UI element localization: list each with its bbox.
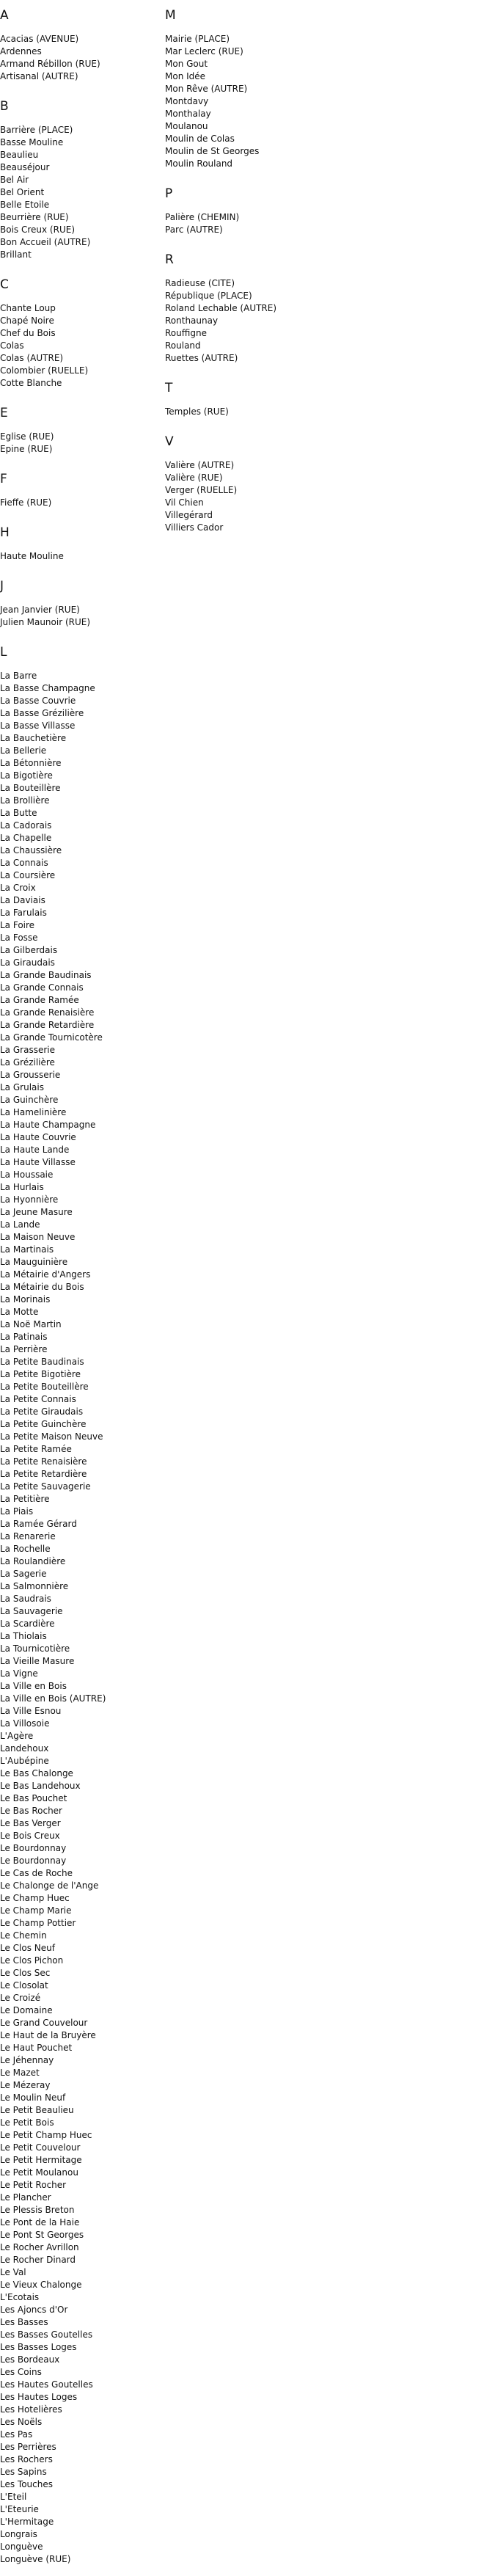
street-link[interactable]: L'Agère	[0, 1731, 34, 1741]
street-link[interactable]: Beaulieu	[0, 150, 39, 160]
street-link[interactable]: La Bigotière	[0, 770, 53, 781]
street-link[interactable]: La Haute Couvrie	[0, 1132, 76, 1142]
letter-heading: T	[165, 381, 173, 395]
street-link[interactable]: La Basse Grézilière	[0, 708, 84, 718]
street-link[interactable]: Colas	[0, 340, 24, 351]
street-link[interactable]: Les Coins	[0, 2367, 42, 2377]
street-link[interactable]: La Cadorais	[0, 820, 52, 831]
street-link[interactable]: Le Domaine	[0, 2005, 53, 2015]
street-link[interactable]: Julien Maunoir (RUE)	[0, 617, 91, 627]
street-link[interactable]: Le Bas Pouchet	[0, 1793, 67, 1803]
street-link[interactable]: L'Ecotais	[0, 2292, 40, 2302]
street-link[interactable]: Le Jéhennay	[0, 2055, 54, 2065]
letter-heading: A	[0, 8, 9, 23]
street-link[interactable]: La Chapelle	[0, 833, 52, 843]
street-link[interactable]: Le Clos Sec	[0, 1968, 51, 1978]
street-link[interactable]: Le Bas Rocher	[0, 1806, 62, 1816]
letter-heading: M	[165, 8, 176, 23]
street-link[interactable]: La Ville en Bois	[0, 1681, 67, 1691]
street-link[interactable]: Les Rochers	[0, 2454, 53, 2464]
street-link[interactable]: La Petite Renaisière	[0, 1456, 87, 1467]
street-link[interactable]: La Haute Villasse	[0, 1157, 76, 1167]
street-link[interactable]: Colombier (RUELLE)	[0, 365, 89, 376]
letter-heading: B	[0, 99, 9, 114]
street-link[interactable]: La Hurlais	[0, 1182, 44, 1192]
street-index-left-column	[0, 0, 147, 2566]
street-link[interactable]: La Farulais	[0, 908, 47, 918]
street-link[interactable]: La Petite Guinchère	[0, 1419, 87, 1429]
street-link[interactable]: Le Pont de la Haie	[0, 2217, 80, 2227]
street-link[interactable]: Mar Leclerc (RUE)	[165, 46, 243, 56]
street-link[interactable]: La Haute Lande	[0, 1145, 70, 1155]
street-link[interactable]: Ronthaunay	[165, 315, 219, 326]
letter-heading: R	[165, 252, 174, 267]
street-link[interactable]: La Basse Champagne	[0, 683, 95, 693]
street-link[interactable]: Le Petit Couvelour	[0, 2142, 81, 2153]
street-link[interactable]: La Petite Connais	[0, 1394, 76, 1404]
street-link[interactable]: La Daviais	[0, 895, 45, 905]
street-link[interactable]: Artisanal (AUTRE)	[0, 71, 78, 81]
street-link[interactable]: Moulanou	[165, 121, 208, 131]
street-link[interactable]: L'Eteurie	[0, 2504, 39, 2514]
street-link[interactable]: L'Hermitage	[0, 2517, 54, 2527]
street-list	[0, 604, 147, 629]
street-link[interactable]: Le Rocher Avrillon	[0, 2242, 79, 2252]
street-link[interactable]: Vil Chien	[165, 497, 204, 508]
street-link[interactable]: La Butte	[0, 808, 37, 818]
letter-group-b	[0, 99, 147, 261]
street-link[interactable]: La Grulais	[0, 1082, 44, 1092]
street-link[interactable]: Chapé Noire	[0, 315, 54, 326]
street-link[interactable]: Les Bordeaux	[0, 2354, 60, 2365]
street-link[interactable]: La Connais	[0, 858, 48, 868]
street-link[interactable]: La Croix	[0, 883, 36, 893]
street-link[interactable]: Les Hotelières	[0, 2404, 62, 2415]
street-link[interactable]: Longuève	[0, 2542, 43, 2552]
street-link[interactable]: Le Champ Huec	[0, 1893, 70, 1903]
street-link[interactable]: La Haute Champagne	[0, 1120, 96, 1130]
letter-heading: V	[165, 434, 174, 449]
street-link[interactable]: Monthalay	[165, 109, 211, 119]
street-link[interactable]: La Basse Villasse	[0, 720, 76, 731]
street-link[interactable]: Le Bas Verger	[0, 1818, 61, 1828]
street-link[interactable]: La Grande Connais	[0, 982, 84, 993]
street-link[interactable]: La Petite Bigotière	[0, 1369, 81, 1379]
street-link[interactable]: La Grézilière	[0, 1057, 55, 1068]
street-link[interactable]: Haute Mouline	[0, 551, 64, 561]
street-link[interactable]: Le Bourdonnay	[0, 1856, 67, 1866]
street-link[interactable]: Verger (RUELLE)	[165, 485, 238, 495]
street-link[interactable]: Bel Air	[0, 175, 29, 185]
street-link[interactable]: Cotte Blanche	[0, 378, 62, 388]
street-link[interactable]: Belle Etoile	[0, 200, 50, 210]
street-link[interactable]: Le Bas Chalonge	[0, 1768, 73, 1778]
street-link[interactable]: Bon Accueil (AUTRE)	[0, 237, 91, 247]
street-link[interactable]: Bel Orient	[0, 187, 45, 197]
street-link[interactable]: Le Grand Couvelour	[0, 2018, 88, 2028]
street-link[interactable]: Le Petit Beaulieu	[0, 2105, 74, 2115]
street-link[interactable]: Les Hautes Goutelles	[0, 2379, 93, 2390]
street-link[interactable]: Le Croizé	[0, 1993, 41, 2003]
street-link[interactable]: La Grasserie	[0, 1045, 55, 1055]
street-link[interactable]: Chante Loup	[0, 303, 56, 313]
street-link[interactable]: La Ville en Bois (AUTRE)	[0, 1693, 106, 1704]
street-link[interactable]: Rouland	[165, 340, 201, 351]
street-link[interactable]: Fieffe (RUE)	[0, 497, 52, 508]
street-link[interactable]: La Martinais	[0, 1244, 54, 1255]
street-link[interactable]: La Bétonnière	[0, 758, 62, 768]
street-link[interactable]: La Roulandière	[0, 1556, 66, 1566]
street-link[interactable]: La Petite Maison Neuve	[0, 1431, 103, 1442]
street-link[interactable]: Villegérard	[165, 510, 213, 520]
street-list	[165, 277, 341, 365]
street-link[interactable]: La Métairie d'Angers	[0, 1269, 91, 1280]
street-link[interactable]: Mon Rêve (AUTRE)	[165, 84, 248, 94]
street-link[interactable]: Les Pas	[0, 2429, 33, 2440]
street-link[interactable]: La Mauguinière	[0, 1257, 68, 1267]
street-link[interactable]: Mairie (PLACE)	[165, 34, 230, 44]
street-link[interactable]: Le Bourdonnay	[0, 1843, 67, 1853]
street-link[interactable]: Le Clos Neuf	[0, 1943, 55, 1953]
street-link[interactable]: Valière (AUTRE)	[165, 460, 235, 470]
street-link[interactable]: La Guinchère	[0, 1095, 59, 1105]
street-link[interactable]: Le Closolat	[0, 1980, 48, 1991]
street-link[interactable]: La Bellerie	[0, 745, 47, 756]
letter-group-v	[165, 434, 341, 534]
street-link[interactable]: Acacias (AVENUE)	[0, 34, 79, 44]
street-list	[0, 670, 147, 2566]
letter-heading: E	[0, 406, 8, 420]
street-link[interactable]: Le Champ Marie	[0, 1905, 72, 1916]
letter-heading: C	[0, 277, 9, 292]
letter-heading: H	[0, 525, 10, 540]
street-link[interactable]: Temples (RUE)	[165, 406, 229, 417]
street-link[interactable]: Mon Idée	[165, 71, 206, 81]
street-link[interactable]: Mon Gout	[165, 59, 208, 69]
street-link[interactable]: Le Petit Rocher	[0, 2180, 67, 2190]
street-link[interactable]: Le Bas Landehoux	[0, 1781, 81, 1791]
street-link[interactable]: La Perrière	[0, 1344, 48, 1354]
letter-group-l	[0, 645, 147, 2566]
street-link[interactable]: Beauséjour	[0, 162, 50, 172]
street-link[interactable]: Le Plessis Breton	[0, 2205, 75, 2215]
street-link[interactable]: La Petite Sauvagerie	[0, 1481, 91, 1492]
street-link[interactable]: La Rochelle	[0, 1544, 51, 1554]
street-link[interactable]: Longrais	[0, 2529, 37, 2539]
street-link[interactable]: La Motte	[0, 1307, 39, 1317]
street-link[interactable]: Le Rocher Dinard	[0, 2255, 76, 2265]
street-link[interactable]: Le Pont St Georges	[0, 2230, 84, 2240]
street-list	[165, 211, 341, 236]
street-link[interactable]: La Thiolais	[0, 1631, 47, 1641]
street-link[interactable]: La Houssaie	[0, 1170, 54, 1180]
street-link[interactable]: La Noë Martin	[0, 1319, 62, 1329]
street-link[interactable]: La Hyonnière	[0, 1194, 59, 1205]
street-list	[0, 550, 147, 563]
street-link[interactable]: Bois Creux (RUE)	[0, 225, 75, 235]
street-link[interactable]: La Morinais	[0, 1294, 51, 1305]
street-link[interactable]: Parc (AUTRE)	[165, 225, 223, 235]
street-link[interactable]: Brillant	[0, 249, 32, 260]
street-link[interactable]: La Ville Esnou	[0, 1706, 62, 1716]
street-link[interactable]: Les Perrières	[0, 2442, 56, 2452]
street-link[interactable]: Les Noëls	[0, 2417, 43, 2427]
letter-group-a	[0, 8, 147, 83]
letter-group-t	[165, 381, 341, 418]
street-link[interactable]: Basse Mouline	[0, 137, 64, 147]
street-link[interactable]: Le Petit Moulanou	[0, 2167, 78, 2178]
street-link[interactable]: Le Bois Creux	[0, 1831, 60, 1841]
street-link[interactable]: La Sagerie	[0, 1569, 47, 1579]
street-link[interactable]: La Hamelinière	[0, 1107, 67, 1117]
street-list	[0, 431, 147, 456]
street-link[interactable]: Le Clos Pichon	[0, 1955, 64, 1966]
street-link[interactable]: La Petite Bouteillère	[0, 1382, 89, 1392]
street-link[interactable]: Roland Lechable (AUTRE)	[165, 303, 277, 313]
street-link[interactable]: La Giraudais	[0, 957, 55, 968]
letter-group-p	[165, 186, 341, 236]
street-list	[165, 406, 341, 418]
street-link[interactable]: Le Haut de la Bruyère	[0, 2030, 96, 2040]
street-link[interactable]: La Grande Ramée	[0, 995, 79, 1005]
street-link[interactable]: Le Mazet	[0, 2068, 40, 2078]
street-link[interactable]: Le Plancher	[0, 2192, 51, 2203]
street-link[interactable]: Le Moulin Neuf	[0, 2092, 66, 2103]
street-link[interactable]: La Vieille Masure	[0, 1656, 75, 1666]
street-link[interactable]: La Lande	[0, 1219, 40, 1230]
street-link[interactable]: La Ramée Gérard	[0, 1519, 77, 1529]
street-link[interactable]: La Saudrais	[0, 1594, 51, 1604]
street-link[interactable]: La Chaussière	[0, 845, 62, 855]
street-link[interactable]: Moulin de St Georges	[165, 146, 260, 156]
street-link[interactable]: Le Petit Hermitage	[0, 2155, 82, 2165]
street-list	[0, 124, 147, 261]
letter-heading: F	[0, 472, 7, 486]
street-link[interactable]: La Grande Baudinais	[0, 970, 92, 980]
street-link[interactable]: La Villosoie	[0, 1718, 50, 1729]
street-link[interactable]: Radieuse (CITE)	[165, 278, 235, 288]
street-link[interactable]: La Petite Ramée	[0, 1444, 72, 1454]
street-list	[0, 33, 147, 83]
street-link[interactable]: Montdavy	[165, 96, 209, 106]
street-link[interactable]: La Tournicotière	[0, 1643, 70, 1654]
street-link[interactable]: Le Chemin	[0, 1930, 47, 1941]
street-link[interactable]: Le Haut Pouchet	[0, 2043, 73, 2053]
street-list	[165, 33, 341, 170]
letter-heading: L	[0, 645, 7, 660]
street-link[interactable]: Le Cas de Roche	[0, 1868, 73, 1878]
street-link[interactable]: Colas (AUTRE)	[0, 353, 64, 363]
street-link[interactable]: Le Champ Pottier	[0, 1918, 76, 1928]
street-link[interactable]: Ardennes	[0, 46, 42, 56]
letter-group-e	[0, 406, 147, 456]
street-link[interactable]: Epine (RUE)	[0, 444, 53, 454]
street-index-right-column	[165, 0, 341, 534]
street-link[interactable]: La Vigne	[0, 1668, 38, 1679]
street-link[interactable]: Longuève (RUE)	[0, 2554, 71, 2564]
street-link[interactable]: Le Petit Champ Huec	[0, 2130, 92, 2140]
letter-heading: J	[0, 579, 4, 594]
letter-group-r	[165, 252, 341, 365]
street-link[interactable]: Les Touches	[0, 2479, 53, 2489]
street-link[interactable]: Les Basses Loges	[0, 2342, 77, 2352]
street-link[interactable]: Rouffigne	[165, 328, 207, 338]
street-link[interactable]: Landehoux	[0, 1743, 49, 1754]
street-link[interactable]: La Bauchetière	[0, 733, 67, 743]
letter-group-c	[0, 277, 147, 390]
street-link[interactable]: L'Eteil	[0, 2492, 27, 2502]
street-link[interactable]: Villiers Cador	[165, 522, 224, 533]
street-link[interactable]: Moulin Rouland	[165, 158, 233, 169]
street-link[interactable]: Le Petit Bois	[0, 2117, 54, 2128]
street-link[interactable]: L'Aubépine	[0, 1756, 49, 1766]
street-link[interactable]: République (PLACE)	[165, 291, 252, 301]
letter-group-f	[0, 472, 147, 509]
street-list	[0, 302, 147, 390]
street-link[interactable]: La Piais	[0, 1506, 34, 1517]
street-link[interactable]: Les Basses Goutelles	[0, 2329, 93, 2340]
street-link[interactable]: La Petitière	[0, 1494, 50, 1504]
street-link[interactable]: La Bouteillère	[0, 783, 61, 793]
street-link[interactable]: La Patinais	[0, 1332, 48, 1342]
street-link[interactable]: Les Hautes Loges	[0, 2392, 78, 2402]
street-link[interactable]: La Basse Couvrie	[0, 696, 76, 706]
letter-group-m	[165, 8, 341, 170]
street-link[interactable]: La Barre	[0, 671, 37, 681]
street-link[interactable]: Ruettes (AUTRE)	[165, 353, 238, 363]
street-link[interactable]: Les Sapins	[0, 2467, 47, 2477]
street-link[interactable]: Jean Janvier (RUE)	[0, 605, 80, 615]
street-link[interactable]: La Sauvagerie	[0, 1606, 63, 1616]
street-link[interactable]: Eglise (RUE)	[0, 431, 54, 442]
street-link[interactable]: La Grande Renaisière	[0, 1007, 95, 1018]
street-link[interactable]: La Fosse	[0, 933, 38, 943]
street-link[interactable]: Palière (CHEMIN)	[165, 212, 240, 222]
street-link[interactable]: Moulin de Colas	[165, 134, 235, 144]
street-link[interactable]: La Maison Neuve	[0, 1232, 76, 1242]
letter-group-h	[0, 525, 147, 563]
street-list	[0, 497, 147, 509]
street-link[interactable]: Les Ajoncs d'Or	[0, 2305, 68, 2315]
street-link[interactable]: La Scardière	[0, 1619, 55, 1629]
street-link[interactable]: Le Vieux Chalonge	[0, 2280, 82, 2290]
street-list	[165, 459, 341, 534]
street-link[interactable]: La Petite Giraudais	[0, 1406, 84, 1417]
street-link[interactable]: Les Basses	[0, 2317, 48, 2327]
street-link[interactable]: Barrière (PLACE)	[0, 125, 73, 135]
street-link[interactable]: Le Val	[0, 2267, 26, 2277]
street-link[interactable]: Le Mézeray	[0, 2080, 51, 2090]
street-link[interactable]: Le Chalonge de l'Ange	[0, 1880, 99, 1891]
street-link[interactable]: La Métairie du Bois	[0, 1282, 84, 1292]
street-link[interactable]: La Petite Baudinais	[0, 1357, 84, 1367]
letter-heading: P	[165, 186, 173, 201]
street-link[interactable]: La Gilberdais	[0, 945, 58, 955]
street-link[interactable]: La Salmonnière	[0, 1581, 69, 1591]
street-link[interactable]: Beurrière (RUE)	[0, 212, 69, 222]
letter-group-j	[0, 579, 147, 629]
street-link[interactable]: Armand Rébillon (RUE)	[0, 59, 100, 69]
street-link[interactable]: La Grande Tournicotère	[0, 1032, 103, 1043]
street-link[interactable]: La Jeune Masure	[0, 1207, 73, 1217]
street-link[interactable]: La Grande Retardière	[0, 1020, 95, 1030]
street-link[interactable]: Chef du Bois	[0, 328, 56, 338]
street-link[interactable]: La Brollière	[0, 795, 50, 806]
street-link[interactable]: Valière (RUE)	[165, 472, 223, 483]
street-link[interactable]: La Grousserie	[0, 1070, 61, 1080]
street-link[interactable]: La Foire	[0, 920, 35, 930]
street-link[interactable]: La Coursière	[0, 870, 56, 880]
street-link[interactable]: La Renarerie	[0, 1531, 56, 1541]
street-link[interactable]: La Petite Retardière	[0, 1469, 87, 1479]
